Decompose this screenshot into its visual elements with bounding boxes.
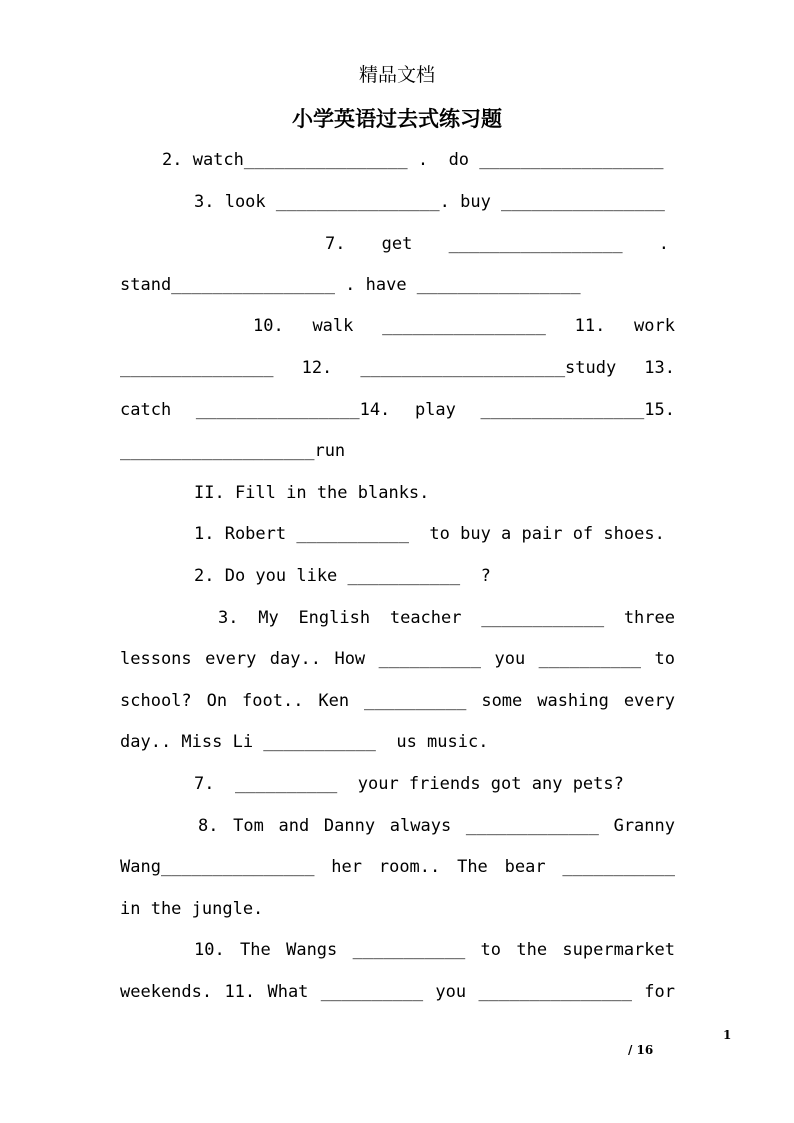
page-total: / 16 <box>628 1043 654 1057</box>
exercise-line: 3. look ________________. buy ________________ <box>194 192 665 212</box>
section-heading: II. Fill in the blanks. <box>194 483 430 503</box>
exercise-line: 7. __________ your friends got any pets? <box>194 774 624 794</box>
exercise-line: day.. Miss Li ___________ us music. <box>120 732 489 752</box>
document-title: 小学英语过去式练习题 <box>292 106 502 131</box>
exercise-line: 10. walk ________________ 11. work <box>253 316 675 336</box>
exercise-line: 10. The Wangs ___________ to the supermarket <box>194 940 675 960</box>
exercise-line: lessons every day.. How __________ you __________ to <box>120 649 675 669</box>
document-header: 精品文档 <box>358 64 435 86</box>
page-number: 1 <box>723 1028 732 1042</box>
exercise-line: school? On foot.. Ken __________ some washing every <box>120 691 675 711</box>
exercise-line: 3. My English teacher ____________ three <box>218 608 675 628</box>
exercise-line: _______________ 12. ____________________study 13. <box>120 358 675 378</box>
exercise-line: 2. watch________________ . do __________________ <box>162 150 664 170</box>
exercise-line: 2. Do you like ___________ ? <box>194 566 491 586</box>
exercise-line: 1. Robert ___________ to buy a pair of shoes. <box>194 524 665 544</box>
exercise-line: catch ________________14. play ________________15. <box>120 400 675 420</box>
exercise-line: weekends. 11. What __________ you _______________ for <box>120 982 675 1002</box>
exercise-line: Wang_______________ her room.. The bear ___________ <box>120 857 675 877</box>
exercise-line: 7. get _________________ . <box>325 234 669 254</box>
exercise-line: 8. Tom and Danny always _____________ Granny <box>198 816 675 836</box>
exercise-line: stand________________ . have ________________ <box>120 275 581 295</box>
exercise-line: in the jungle. <box>120 899 264 919</box>
exercise-line: ___________________run <box>120 441 346 461</box>
